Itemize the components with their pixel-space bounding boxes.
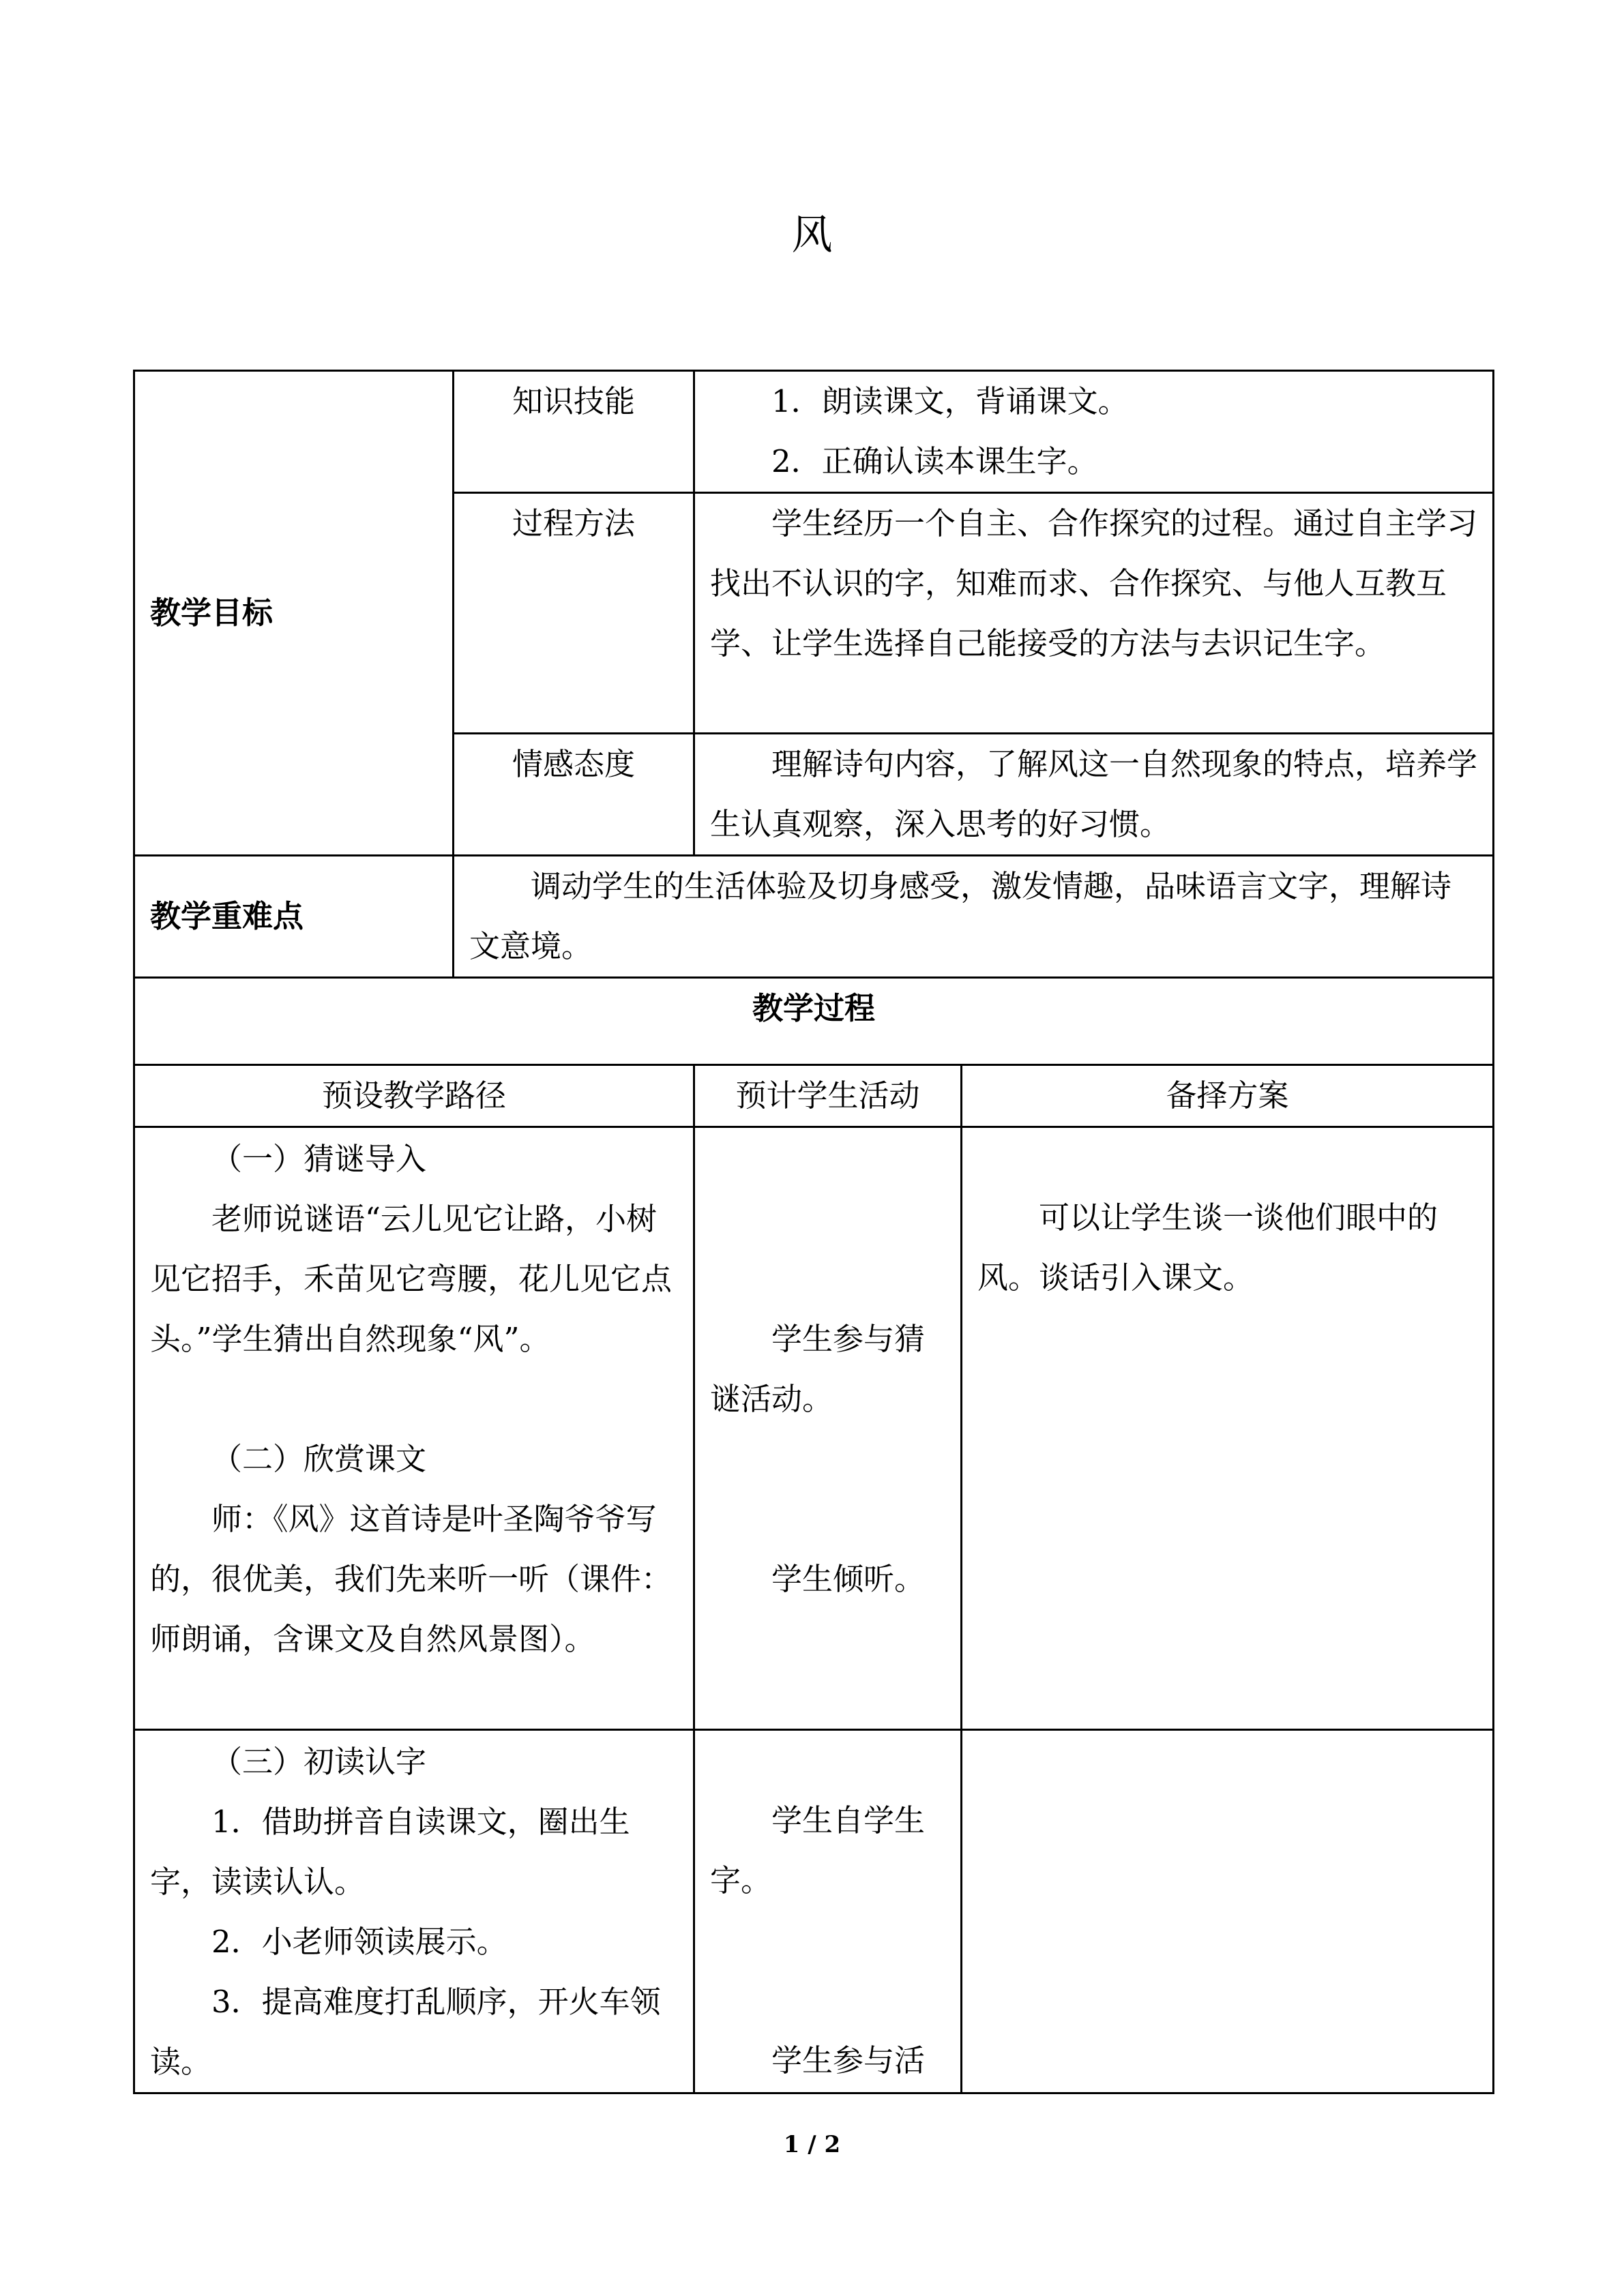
objectives-label: 教学目标 — [134, 371, 454, 856]
emotion-text: 理解诗句内容，了解风这一自然现象的特点，培养学生认真观察，深入思考的好习惯。 — [694, 734, 1494, 856]
knowledge-item-2: 2．正确认读本课生字。 — [771, 443, 1098, 479]
process-row-2 — [134, 1730, 1494, 2093]
row1-alternative-cell — [962, 1127, 1494, 1730]
step-3-item-3: 3．提高难度打乱顺序，开火车领读。 — [150, 1984, 661, 2080]
row2-activity-cell — [694, 1730, 962, 2093]
step-3-item-2: 2．小老师领读展示。 — [211, 1924, 507, 1960]
step-2-title: （二）欣赏课文 — [211, 1441, 427, 1477]
key-points-text: 调动学生的生活体验及切身感受，激发情趣，品味语言文字，理解诗文意境。 — [454, 856, 1494, 978]
process-text: 学生经历一个自主、合作探究的过程。通过自主学习找出不认识的字，知难而求、合作探究、与他人互教互学、让学生选择自己能接受的方法与去识记生字。 — [694, 493, 1494, 734]
row1-path-cell — [134, 1127, 694, 1730]
row2-alternative-cell — [962, 1730, 1494, 2093]
step-2-text: 师：《风》这首诗是叶圣陶爷爷写的，很优美，我们先来听一听（课件：师朗诵，含课文及自然风景图）。 — [150, 1501, 673, 1657]
alternative-1: 可以让学生谈一谈他们眼中的风。谈话引入课文。 — [977, 1199, 1438, 1296]
knowledge-cell — [694, 371, 1494, 493]
column-header-row — [134, 1065, 1494, 1127]
key-points-label: 教学重难点 — [134, 856, 454, 978]
step-1-title: （一）猜谜导入 — [211, 1141, 427, 1177]
page-number: 1 / 2 — [783, 2131, 841, 2158]
column-header-activity: 预计学生活动 — [694, 1065, 962, 1127]
emotion-label: 情感态度 — [454, 734, 694, 856]
knowledge-label: 知识技能 — [454, 371, 694, 493]
process-heading-row — [134, 978, 1494, 1065]
column-header-path: 预设教学路径 — [134, 1065, 694, 1127]
page-title: 风 — [791, 211, 833, 259]
row2-path-cell — [134, 1730, 694, 2093]
activity-3: 学生自学生字。 — [710, 1802, 926, 1898]
activity-1: 学生参与猜谜活动。 — [710, 1321, 926, 1417]
activity-2: 学生倾听。 — [771, 1561, 926, 1597]
column-header-alternative: 备择方案 — [962, 1065, 1494, 1127]
step-1-text: 老师说谜语“云儿见它让路，小树见它招手，禾苗见它弯腰，花儿见它点头。”学生猜出自然现象“风”。 — [150, 1201, 673, 1357]
spacer — [150, 1369, 678, 1429]
process-heading: 教学过程 — [134, 978, 1494, 1065]
process-label: 过程方法 — [454, 493, 694, 734]
lesson-plan-table — [133, 370, 1494, 2094]
activity-4: 学生参与活 — [771, 2042, 926, 2078]
step-3-title: （三）初读认字 — [211, 1744, 427, 1780]
step-3-item-1: 1．借助拼音自读课文，圈出生字，读读认认。 — [150, 1804, 630, 1900]
objectives-knowledge-row — [134, 371, 1494, 493]
knowledge-item-1: 1．朗读课文，背诵课文。 — [771, 383, 1129, 419]
process-row-1 — [134, 1127, 1494, 1730]
key-points-row — [134, 856, 1494, 978]
row1-activity-cell — [694, 1127, 962, 1730]
